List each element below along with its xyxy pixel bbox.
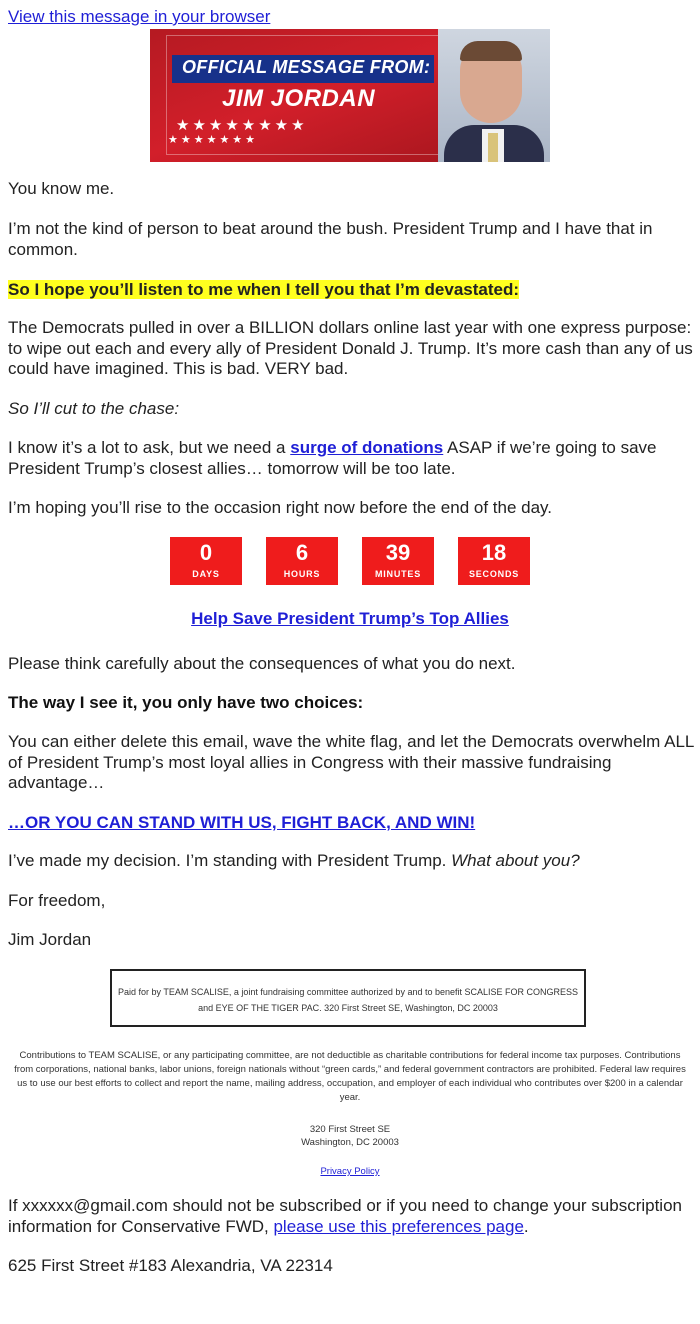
countdown-minutes-value: 39 (385, 540, 411, 565)
countdown-minutes-label: MINUTES (374, 569, 422, 579)
countdown-days (170, 537, 242, 585)
countdown-hours-label: HOURS (283, 569, 321, 579)
countdown-days-label: DAYS (192, 569, 220, 579)
countdown-seconds (458, 537, 530, 585)
paragraph-consequences: Please think carefully about the consequences of what you do next. (8, 654, 516, 673)
view-in-browser-link[interactable]: View this message in your browser (8, 7, 271, 26)
paragraph-bush: I’m not the kind of person to beat around the bush. President Trump and I have that in common. (8, 219, 653, 259)
surge-of-donations-link[interactable]: surge of donations (290, 438, 444, 457)
paid-for-disclaimer: Paid for by TEAM SCALISE, a joint fundraising committee authorized by and to benefit SCALISE FOR CONGRESS and EYE OF THE TIGER PAC. 320 First Street SE, Washington, DC 20003 (110, 969, 586, 1027)
stand-with-us-link[interactable]: …OR YOU CAN STAND WITH US, FIGHT BACK, AND WIN! (8, 813, 476, 832)
decision-text: I’ve made my decision. I’m standing with President Trump. (8, 851, 452, 870)
subscription-period: . (523, 1216, 529, 1236)
paragraph-delete-email: You can either delete this email, wave the white flag, and let the Democrats overwhelm ALL of President Trump’s most loyal allies in Congress with their massive fundraising advantage… (8, 732, 694, 792)
subscription-text: If xxxxxx@gmail.com should not be subscribed or if you need to change your subscription information for Conservative FWD, (8, 1196, 682, 1236)
address-line2: Washington, DC 20003 (301, 1137, 399, 1148)
countdown-hours-value: 6 (295, 540, 309, 565)
donations-text-before: I know it’s a lot to ask, but we need a (8, 438, 291, 457)
mailing-address: 625 First Street #183 Alexandria, VA 22314 (8, 1256, 333, 1275)
paragraph-subscription (8, 1196, 688, 1237)
preferences-page-link[interactable]: please use this preferences page (273, 1216, 524, 1236)
countdown-minutes (362, 537, 434, 585)
portrait-photo (438, 29, 550, 162)
countdown-days-value: 0 (199, 540, 213, 565)
countdown-seconds-value: 18 (481, 540, 507, 565)
paragraph-highlight (8, 280, 694, 301)
paragraph-cut-to-chase: So I’ll cut to the chase: (8, 399, 180, 418)
countdown-hours (266, 537, 338, 585)
privacy-policy-link[interactable]: Privacy Policy (320, 1166, 380, 1177)
decision-question: What about you? (451, 851, 580, 870)
contributions-notice: Contributions to TEAM SCALISE, or any participating committee, are not deductible as charitable contributions for federal income tax purposes. Contributions from corporations, national banks, labor unions, foreign nationals without “green cards,” and federal government contractors are prohibited. Federal law requires us to use our best efforts to collect and report the name, mailing address, occupation, and employer of each individual who contributes over $200 in a calendar year. (14, 1050, 686, 1103)
highlighted-text: So I hope you’ll listen to me when I tell you that I’m devastated: (8, 280, 520, 299)
cta-container (0, 609, 700, 629)
help-save-allies-link[interactable]: Help Save President Trump’s Top Allies (191, 609, 509, 628)
banner-heading-line2: JIM JORDAN (222, 85, 376, 112)
paragraph-decision (8, 851, 694, 872)
paragraph-intro: You know me. (8, 179, 115, 198)
countdown-seconds-label: SECONDS (468, 569, 520, 579)
donations-text-after: ASAP if we’re going to save President Trump’s closest allies… tomorrow will be too late. (8, 438, 657, 478)
signature: Jim Jordan (8, 930, 92, 949)
signoff: For freedom, (8, 891, 106, 910)
address-line1: 320 First Street SE (309, 1124, 391, 1135)
paragraph-stand-with-us (8, 813, 694, 834)
portrait-tie (488, 133, 498, 162)
paragraph-democrats: The Democrats pulled in over a BILLION dollars online last year with one express purpose: to wipe out each and every ally of President Donald J. Trump. It’s more cash than any of us could have imagined. This is bad. VERY bad. (8, 318, 693, 378)
countdown-timer (170, 537, 530, 585)
privacy-policy-container (14, 1165, 686, 1179)
paragraph-rise: I’m hoping you’ll rise to the occasion right now before the end of the day. (8, 498, 553, 517)
banner-stars-row2: ★★★★★★★ (168, 134, 259, 146)
paragraph-donations (8, 438, 694, 479)
portrait-hair (460, 41, 522, 61)
header-banner-image (150, 29, 550, 162)
banner-stars-row1: ★★★★★★★★ (176, 117, 308, 134)
banner-heading-line1: OFFICIAL MESSAGE FROM: (182, 57, 431, 77)
paragraph-two-choices: The way I see it, you only have two choices: (8, 693, 364, 712)
